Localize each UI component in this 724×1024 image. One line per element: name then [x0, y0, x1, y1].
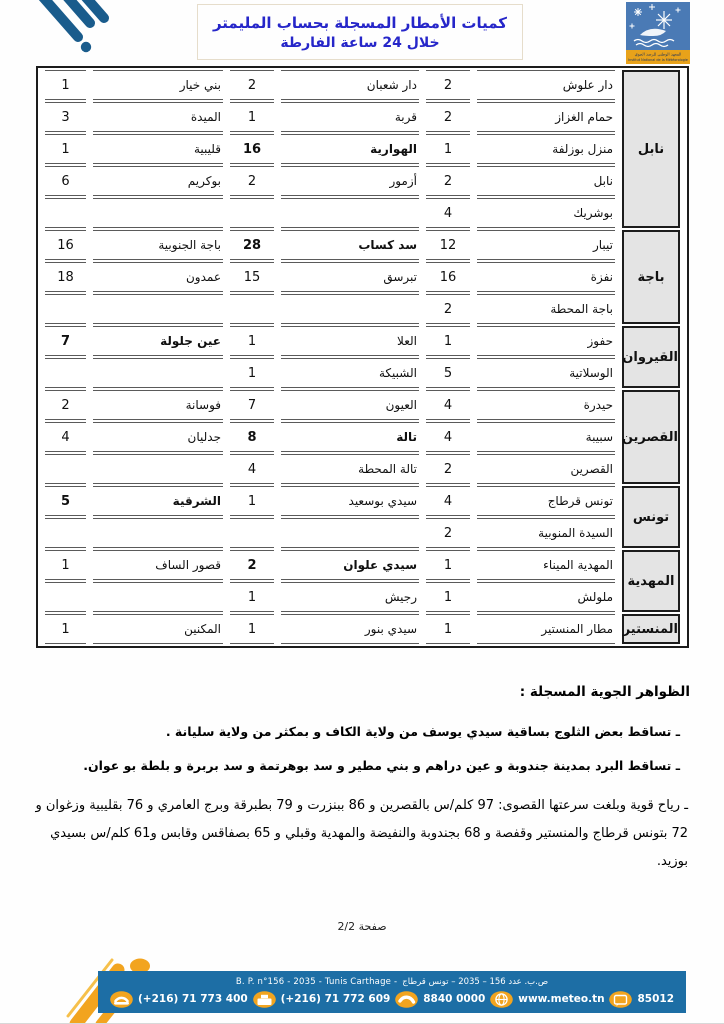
station-name-cell [93, 294, 223, 324]
rain-amount-cell: 2 [426, 294, 470, 324]
rain-amount-cell: 5 [426, 358, 470, 388]
station-name-cell: سد كساب [281, 230, 419, 260]
station-name-cell: حفوز [477, 326, 615, 356]
station-name-cell: الوسلاتية [477, 358, 615, 388]
station-name-cell [281, 518, 419, 548]
table-row [45, 390, 680, 420]
rain-amount-cell [230, 198, 274, 228]
station-name-cell: القصرين [477, 454, 615, 484]
report-title [197, 4, 523, 60]
station-name-cell: قربة [281, 102, 419, 132]
table-row [45, 422, 680, 452]
governorate-cell: القيروان [622, 326, 680, 388]
table-row [45, 134, 680, 164]
station-name-cell: بوشريك [477, 198, 615, 228]
rain-amount-cell [45, 582, 86, 612]
footer-address-arabic: ص.ب. عدد 156 – 2035 – تونس قرطاج [402, 976, 549, 987]
phenomena-wind-note: ـ رياح قوية وبلغت سرعتها القصوى: 97 كلم/س بالقصرين و 86 ببنزرت و 79 بطبرقة وبرج العامري و 76 بقليبية وزغوان و 72 بتونس قرطاج والمنستير وقفصة و 68 بجندوبة والنفيضة والمهدية وقبلي و 65 بصفاقس وقابس و61 كلم/س بسيدي بوزيد. [35, 798, 688, 869]
corner-stripes-logo [26, 0, 112, 64]
inm-logo-icon [626, 2, 690, 64]
station-name-cell: تونس قرطاج [477, 486, 615, 516]
governorate-cell: تونس [622, 486, 680, 548]
rain-amount-cell: 4 [426, 390, 470, 420]
station-name-cell: حمام الغزاز [477, 102, 615, 132]
globe-icon [490, 991, 513, 1008]
rain-amount-cell: 16 [426, 262, 470, 292]
rain-amount-cell [45, 294, 86, 324]
footer-contact-item [253, 991, 391, 1008]
station-name-cell: حيدرة [477, 390, 615, 420]
rain-amount-cell: 2 [426, 166, 470, 196]
rainfall-table [36, 66, 689, 648]
rain-amount-cell: 1 [230, 102, 274, 132]
station-name-cell [93, 358, 223, 388]
rain-amount-cell: 16 [230, 134, 274, 164]
station-name-cell: سيدي بنور [281, 614, 419, 644]
phenomena-hail-note: ـ تساقط البرد بمدينة جندوبة و عين دراهم و بني مطير و سد بوهرتمة و سد بربرة و بلطة بو عوان. [83, 758, 680, 773]
station-name-cell: مطار المنستير [477, 614, 615, 644]
rain-amount-cell: 2 [230, 166, 274, 196]
station-name-cell: المهدية الميناء [477, 550, 615, 580]
station-name-cell: العلا [281, 326, 419, 356]
sms-icon [609, 991, 632, 1008]
inm-logo [626, 2, 690, 64]
page-number: صفحة 2/2 [337, 920, 387, 933]
footer-contact-label: (+216) 71 772 609 [280, 993, 391, 1005]
footer-contact-label: 8840 0000 [423, 993, 486, 1005]
table-row [45, 166, 680, 196]
station-name-cell: دار شعبان [281, 70, 419, 100]
station-name-cell: جدليان [93, 422, 223, 452]
footer-contact-item [110, 991, 248, 1008]
rain-amount-cell: 1 [230, 358, 274, 388]
footer-contact-label[interactable]: www.meteo.tn [518, 993, 605, 1005]
station-name-cell: العيون [281, 390, 419, 420]
rain-amount-cell: 4 [426, 486, 470, 516]
table-row [45, 614, 680, 644]
footer-contact-label: (+216) 71 773 400 [138, 993, 248, 1005]
rain-amount-cell: 18 [45, 262, 86, 292]
table-row [45, 326, 680, 356]
station-name-cell [281, 198, 419, 228]
footer-contact-item [490, 991, 604, 1008]
rain-amount-cell: 1 [230, 614, 274, 644]
rain-amount-cell: 2 [426, 518, 470, 548]
table-row [45, 70, 680, 100]
svg-text:المعهد الوطني للرصد الجوي: المعهد الوطني للرصد الجوي [634, 51, 682, 57]
station-name-cell: المكنين [93, 614, 223, 644]
station-name-cell: سيدي علوان [281, 550, 419, 580]
phenomena-snow-note: ـ تساقط بعض الثلوج بساقية سيدي يوسف من ولاية الكاف و بمكثر من ولاية سليانة . [165, 724, 680, 739]
governorate-cell: نابل [622, 70, 680, 228]
footer-address [98, 977, 686, 987]
table-row [45, 582, 680, 612]
rain-amount-cell: 7 [230, 390, 274, 420]
station-name-cell [93, 518, 223, 548]
rain-amount-cell: 4 [426, 422, 470, 452]
station-name-cell [281, 294, 419, 324]
rainfall-table-grid [38, 68, 687, 646]
station-name-cell: عين جلولة [93, 326, 223, 356]
fax-icon [253, 991, 276, 1008]
station-name-cell: الشبيكة [281, 358, 419, 388]
rain-amount-cell [230, 294, 274, 324]
report-title-line2: خلال 24 ساعة الفارطة [280, 35, 440, 52]
station-name-cell: ملولش [477, 582, 615, 612]
station-name-cell: تبرسق [281, 262, 419, 292]
rain-amount-cell: 1 [426, 550, 470, 580]
governorate-cell: القصرين [622, 390, 680, 484]
station-name-cell: تالة [281, 422, 419, 452]
station-name-cell: بني خيار [93, 70, 223, 100]
governorate-cell: باجة [622, 230, 680, 324]
rain-amount-cell: 16 [45, 230, 86, 260]
phenomena-section [34, 684, 690, 876]
station-name-cell: عمدون [93, 262, 223, 292]
station-name-cell: بوكريم [93, 166, 223, 196]
rain-amount-cell: 8 [230, 422, 274, 452]
rain-amount-cell: 2 [426, 454, 470, 484]
report-title-line1: كميات الأمطار المسجلة بحساب المليمتر [212, 14, 508, 32]
station-name-cell: فوسانة [93, 390, 223, 420]
rain-amount-cell: 5 [45, 486, 86, 516]
rain-amount-cell: 1 [45, 550, 86, 580]
table-row [45, 486, 680, 516]
rain-amount-cell: 1 [45, 134, 86, 164]
rain-amount-cell: 7 [45, 326, 86, 356]
table-row [45, 262, 680, 292]
station-name-cell: رجيش [281, 582, 419, 612]
footer-bar [98, 971, 686, 1013]
table-row [45, 102, 680, 132]
station-name-cell: سبيبة [477, 422, 615, 452]
station-name-cell: تيبار [477, 230, 615, 260]
rain-amount-cell: 1 [230, 326, 274, 356]
station-name-cell [93, 198, 223, 228]
footer-contacts [98, 991, 686, 1008]
rain-amount-cell: 1 [426, 614, 470, 644]
rain-amount-cell: 4 [426, 198, 470, 228]
table-row [45, 518, 680, 548]
governorate-cell: المنستير [622, 614, 680, 644]
station-name-cell: الميدة [93, 102, 223, 132]
table-row [45, 550, 680, 580]
rain-amount-cell: 1 [426, 326, 470, 356]
rain-table-body [45, 70, 680, 644]
rain-amount-cell: 2 [426, 102, 470, 132]
telephone-icon [110, 991, 133, 1008]
rain-amount-cell: 3 [45, 102, 86, 132]
station-name-cell: قليبية [93, 134, 223, 164]
rain-amount-cell: 1 [230, 486, 274, 516]
rain-amount-cell: 1 [230, 582, 274, 612]
rain-amount-cell: 28 [230, 230, 274, 260]
svg-text:Institut National de la Météor: Institut National de la Météorologie [628, 58, 688, 62]
station-name-cell [93, 454, 223, 484]
station-name-cell [93, 582, 223, 612]
footer-contact-item [395, 991, 485, 1008]
station-name-cell: السيدة المنوبية [477, 518, 615, 548]
rain-amount-cell: 1 [45, 70, 86, 100]
rain-amount-cell [45, 454, 86, 484]
rain-amount-cell: 4 [230, 454, 274, 484]
handset-icon [395, 991, 418, 1008]
stripes-icon [26, 0, 112, 64]
table-row [45, 454, 680, 484]
rain-amount-cell: 15 [230, 262, 274, 292]
rain-amount-cell: 2 [230, 550, 274, 580]
rain-amount-cell [45, 198, 86, 228]
rain-amount-cell [45, 358, 86, 388]
station-name-cell: سيدي بوسعيد [281, 486, 419, 516]
governorate-cell: المهدية [622, 550, 680, 612]
rain-amount-cell: 1 [426, 582, 470, 612]
rain-amount-cell: 6 [45, 166, 86, 196]
footer-contact-label: 85012 [637, 993, 674, 1005]
station-name-cell: باجة الجنوبية [93, 230, 223, 260]
rain-amount-cell: 2 [230, 70, 274, 100]
station-name-cell: أزمور [281, 166, 419, 196]
rain-amount-cell: 1 [45, 614, 86, 644]
rain-amount-cell: 4 [45, 422, 86, 452]
table-row [45, 230, 680, 260]
rain-amount-cell: 2 [426, 70, 470, 100]
station-name-cell: باجة المحطة [477, 294, 615, 324]
rain-amount-cell [230, 518, 274, 548]
station-name-cell: منزل بوزلفة [477, 134, 615, 164]
station-name-cell: نابل [477, 166, 615, 196]
station-name-cell: الهوارية [281, 134, 419, 164]
table-row [45, 294, 680, 324]
footer-contact-item [609, 991, 674, 1008]
station-name-cell: الشرقية [93, 486, 223, 516]
rain-amount-cell: 12 [426, 230, 470, 260]
table-row [45, 198, 680, 228]
station-name-cell: تالة المحطة [281, 454, 419, 484]
station-name-cell: قصور الساف [93, 550, 223, 580]
rain-amount-cell: 2 [45, 390, 86, 420]
rain-amount-cell [45, 518, 86, 548]
station-name-cell: دار علوش [477, 70, 615, 100]
rain-amount-cell: 1 [426, 134, 470, 164]
footer-address-latin: B. P. n°156 - 2035 - Tunis Carthage - [235, 976, 398, 987]
station-name-cell: نفزة [477, 262, 615, 292]
phenomena-heading: الظواهر الجوية المسجلة : [519, 684, 690, 700]
table-row [45, 358, 680, 388]
